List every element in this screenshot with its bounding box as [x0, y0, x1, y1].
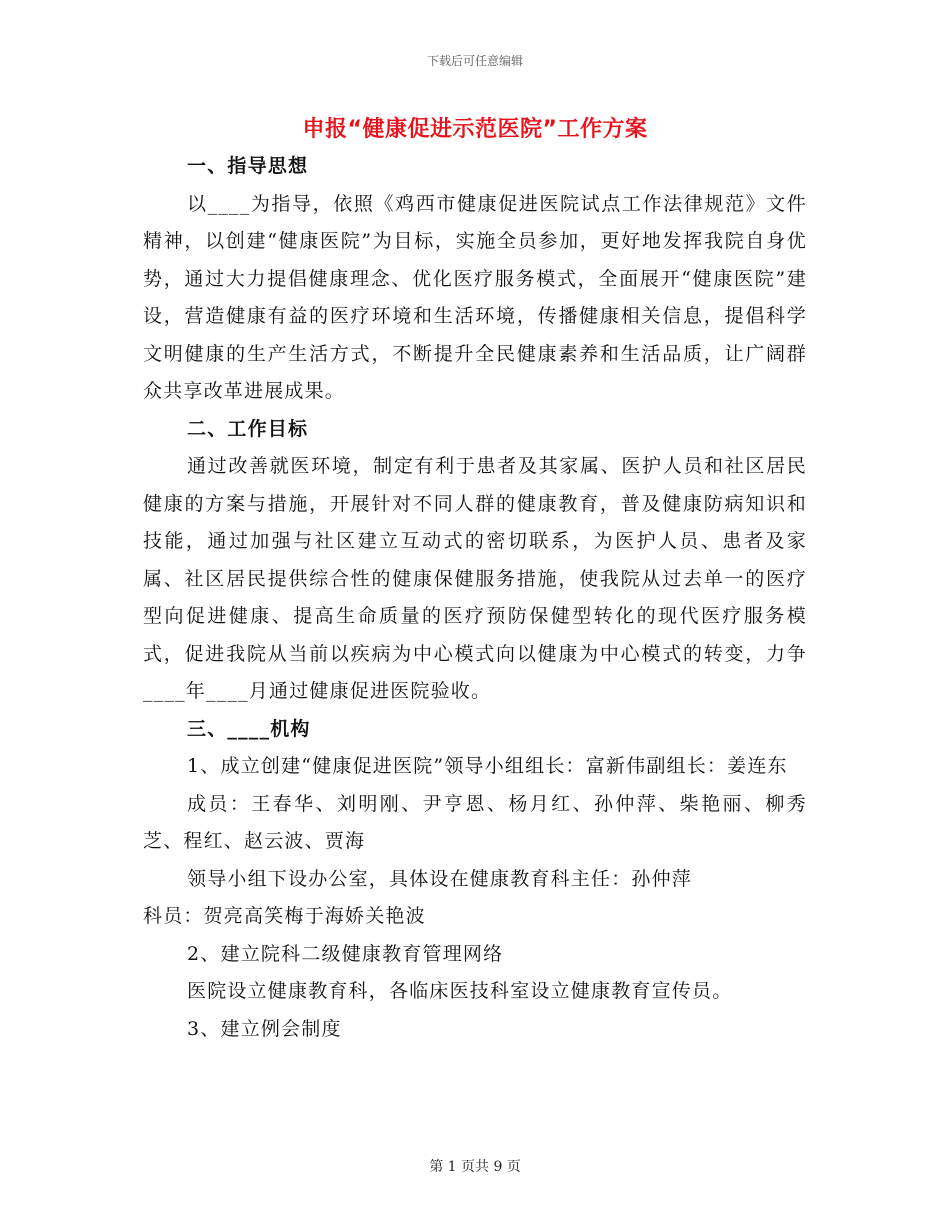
section-2-paragraph: 通过改善就医环境，制定有利于患者及其家属、医护人员和社区居民健康的方案与措施，开展针对不同人群的健康教育，普及健康防病知识和技能，通过加强与社区建立互动式的密切联系，为医护人员、患者及家属、社区居民提供综合性的健康保健服务措施，使我院从过去单一的医疗型向促进健康、提高生命质量的医疗预防保健型转化的现代医疗服务模式，促进我院从当前以疾病为中心模式向以健康为中心模式的转变，力争____年____月通过健康促进医院验收。: [143, 455, 807, 702]
section-2-heading: 二、工作目标: [187, 417, 309, 440]
section-3-members: 成员：王春华、刘明刚、尹亨恩、杨月红、孙仲萍、柴艳丽、柳秀芝、程红、赵云波、贾海: [143, 792, 807, 852]
header-note: 下载后可任意编辑: [426, 54, 523, 68]
section-3-staff: 科员：贺亮高笑梅于海娇关艳波: [143, 905, 426, 927]
page-number: 第 1 页共 9 页: [429, 1159, 521, 1175]
section-1-heading: 一、指导思想: [187, 155, 309, 177]
section-3-item-1: 1、成立创建“健康促进医院”领导小组组长：富新伟副组长：姜连东: [187, 755, 788, 777]
document-body: [143, 148, 807, 1048]
section-3-item-2: 2、建立院科二级健康教育管理网络: [187, 942, 504, 965]
section-3-heading: 三、____机构: [187, 717, 311, 740]
section-1-paragraph: 以____为指导，依照《鸡西市健康促进医院试点工作法律规范》文件精神，以创建“健康医院”为目标，实施全员参加，更好地发挥我院自身优势，通过大力提倡健康理念、优化医疗服务模式，全面展开“健康医院”建设，营造健康有益的医疗环境和生活环境，传播健康相关信息，提倡科学文明健康的生产生活方式，不断提升全民健康素养和生活品质，让广阔群众共享改革进展成果。: [143, 192, 807, 402]
section-3-item-2-text: 医院设立健康教育科，各临床医技科室设立健康教育宣传员。: [187, 980, 733, 1002]
section-3-item-3: 3、建立例会制度: [187, 1017, 342, 1040]
document-title: 申报“健康促进示范医院”工作方案: [302, 117, 648, 142]
section-3-office: 领导小组下设办公室，具体设在健康教育科主任：孙仲萍: [187, 867, 693, 890]
